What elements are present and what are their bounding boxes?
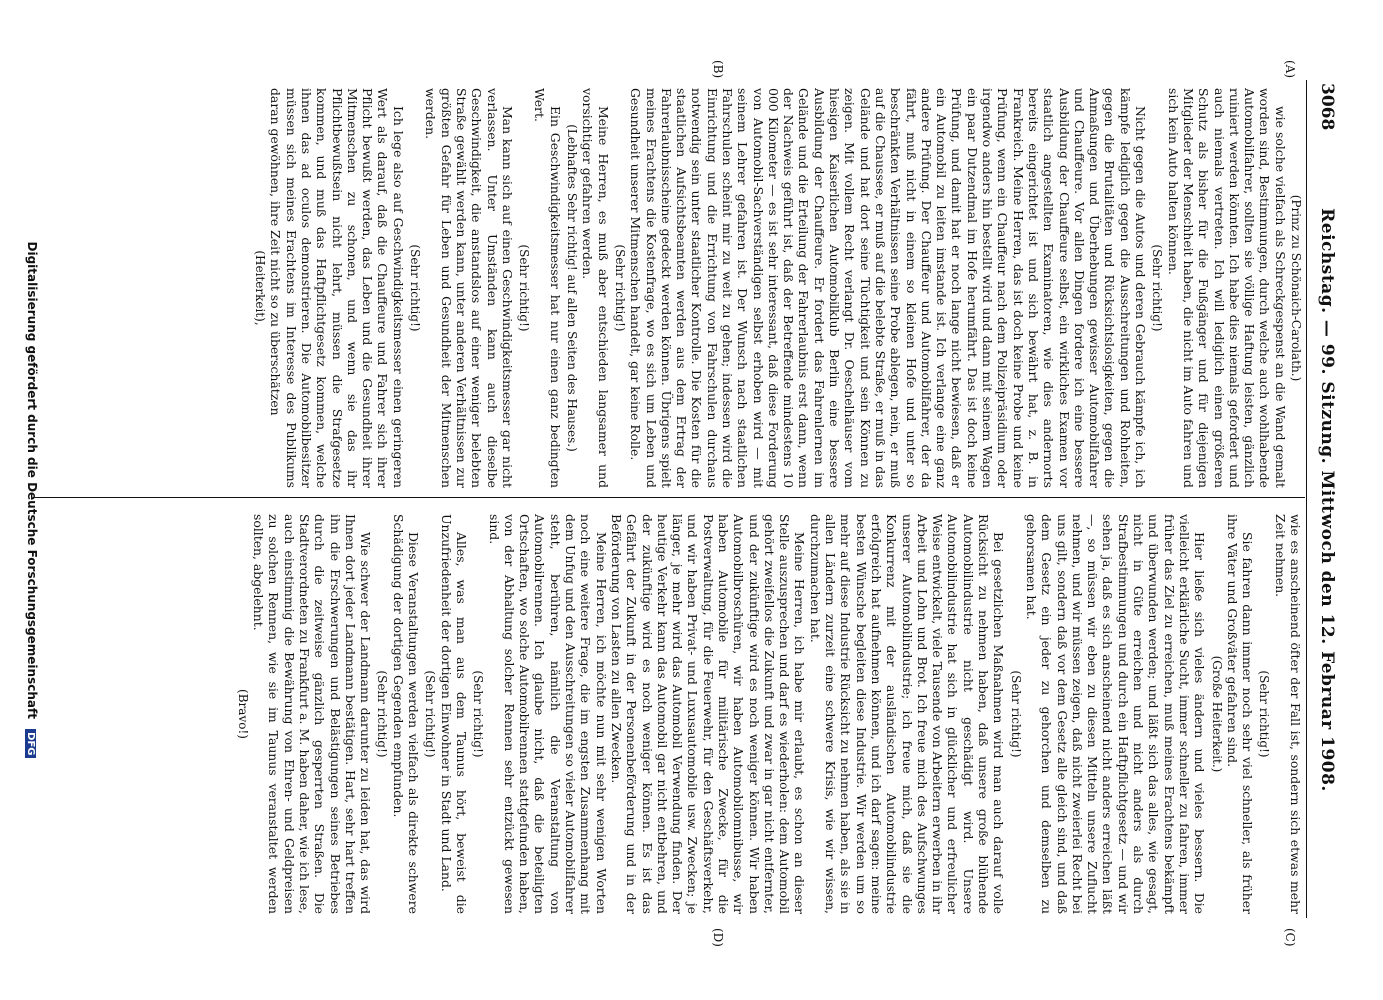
interjection: (Sehr richtig!) — [408, 244, 423, 332]
margin-letter-c: (C) — [1283, 928, 1297, 947]
margin-letter-a: (A) — [1283, 60, 1297, 79]
margin-letter-d: (D) — [711, 928, 725, 947]
paragraph: Alles, was man aus dem Taunus hört, beweist die Unzufriedenheit der dortigen Einwohner in Stadt und Land. — [438, 514, 469, 914]
paragraph: Meine Herren, es muß aber entschieden langsamer und vorsichtiger gefahren werden. — [580, 88, 611, 488]
page-title: Reichstag. — 99. Sitzung. Mittwoch den 12. Februar 1908. — [1317, 208, 1337, 792]
interjection: (Heiterkeit), — [253, 250, 268, 326]
digitization-credit — [25, 0, 39, 1000]
page-number: 3068 — [1317, 83, 1337, 131]
dfg-logo: DFG — [25, 729, 36, 758]
paragraph: Man kann sich auf einen Geschwindigkeitsmesser gar nicht verlassen. Unter Umständen kann auch dieselbe Geschwindigkeit, die anstandslos auf einer weniger belebten Straße gewählt werden kann, unter anderen Verhältnissen zur größten Gefahr für Leben und Gesundheit der Mitmenschen werden. — [423, 88, 515, 488]
interjection: (Sehr richtig!) — [423, 670, 438, 758]
speaker-name: (Prinz zu Schönaich-Carolath.) — [1289, 194, 1303, 382]
interjection: (Große Heiterkeit.) — [1209, 655, 1224, 773]
paragraph: Ich lege also auf Geschwindigkeitsmesser einen geringeren Wert als darauf, daß die Chauffeure und Fahrer sich ihrer Pflicht bewußt werden, das Leben und die Gesundheit ihrer Mitmenschen zu schonen, und wenn sie das ihr Pflichtbewußtsein nicht lehrt, müssen die Strafgesetze kommen, und muß das Haftpflichtgesetz kommen, welche ihnen das ad oculos demonstrieren. Die Automobilbesitzer müssen sich meines Erachtens im Interesse des Publikums daran gewöhnen, ihre Zeit nicht so zu überschätzen — [268, 88, 406, 488]
credit-text: Digitalisierung gefördert durch die Deutsche Forschungsgemeinschaft — [25, 241, 39, 719]
paragraph: Sie fahren dann immer noch sehr viel schneller, als früher ihre Väter und Großväter gefahren sind. — [1224, 514, 1256, 914]
interjection: (Sehr richtig!) — [517, 244, 532, 332]
paragraph: Meine Herren, ich möchte nun mit sehr wenigen Worten noch eine weitere Frage, die im engsten Zusammenhang mit dem Unfug und den Ausschreitungen so vieler Automobilfahrer steht, berühren, nämlich die Veranstaltung von Automobilrennen. Ich glaube nicht, daß die beteiligten Ortschaften, wo solche Automobilrennen stattgefunden haben, von der Abhaltung solcher Rennen sehr entzückt gewesen sind. — [486, 514, 609, 914]
interjection: (Sehr richtig!) — [471, 670, 486, 758]
interjection: (Sehr richtig!) — [1008, 670, 1023, 758]
interjection: (Sehr richtig!) — [1257, 670, 1272, 758]
interjection: (Sehr richtig!) — [1150, 244, 1165, 332]
left-column — [43, 88, 1303, 488]
paragraph: Meine Herren, ich habe mir erlaubt, es schon an dieser Stelle auszusprechen und darf es wiederholen: dem Automobil gehört zweifellos die Zukunft und zwar in gar nicht entfernter, und der zukünftige wird es noch weniger können. Wir haben Automobilbroschüren, wir haben Automobilomnibusse, wir haben Automobile für militärische Zwecke, für die Postverwaltung, für die Feuerwehr, für den Geschäftsverkehr, und wir haben Privat- und Luxusautomobile usw. Zwecken; je länger, je mehr wird das Automobil Verwendung finden. Der heutige Verkehr kann das Automobil gar nicht entbehren, und der zukünftige wird es noch weniger können. Es ist das Gefährt der Zukunft in der Personenbeförderung und in der Beförderung von Lasten zu allen Zwecken. — [608, 514, 808, 914]
paragraph: Diese Veranstaltungen werden vielfach als direkte schwere Schädigung der dortigen Gegenden empfunden. — [390, 514, 422, 914]
column-divider — [33, 497, 1305, 498]
paragraph: Nicht gegen die Autos und deren Gebrauch kämpfe ich, ich kämpfe lediglich gegen die Ausschreitungen und Rohheiten, gegen die Brutalitäten und Rücksichtslosigkeiten, gegen die Anmaßungen und Überhebungen gewisser Automobilfahrer und Chauffeure. Vor allen Dingen fordere ich eine bessere Ausbildung der Chauffeure selbst, ein wirkliches Examen vor staatlich angestellten Examinatoren, wie dies andernorts bereits eingerichtet ist und sich bewährt hat, z. B. in Frankreich. Meine Herren, das ist doch keine Probe und keine Prüfung, wenn ein Chauffeur nach dem Polizeipräsidium oder irgendwo anders hin bestellt wird und dann mit seinem Wagen ein paar Dutzendmal im Hofe herumfährt. Das ist doch keine Prüfung, und damit hat er noch lange nicht bewiesen, daß er ein Automobil zu leiten imstande ist. Ich verlange eine ganz andere Prüfung. Der Chauffeur und Automobilfahrer, der da fährt, muß nicht in einem so kleinen Hofe und unter so beschränkten Verhältnissen seine Probe ablegen, nein, er muß auf die Chaussee, er muß auf die belebte Straße, er muß in das Gelände und hat dort seine Tüchtigkeit und sein Können zu zeigen. Mit vollem Recht verlangt Dr. Oeschelhäuser vom hiesigen Kaiserlichen Automobilklub Berlin eine bessere Ausbildung der Chauffeure. Er fordert das Fahrenlernen im Gelände und die Erteilung der Fahrerlaubnis erst dann, wenn der Nachweis geführt ist, daß der Betreffende mindestens 10 000 Kilometer — es ist sehr interessant, daß diese Forderung von Automobil-Sachverständigen selbst erhoben wird — mit seinem Lehrer gefahren ist. Der Wunsch nach staatlichen Fahrschulen scheint mir zu weit zu gehen; indessen wird die Einrichtung und die Errichtung von Fahrschulen durchaus notwendig sein unter staatlicher Kontrolle. Die Kosten für die staatlichen Aufsichtsbeamten werden aus dem Ertrag der Fahrerlaubnisscheine gedeckt werden können. Übrigens spielt meines Erachtens die Kostenfrage, wo es sich um Leben und Gesundheit unserer Mitmenschen handelt, gar keine Rolle. — [628, 88, 1149, 488]
header-rule — [1306, 80, 1307, 918]
right-column — [43, 514, 1303, 914]
paragraph: Ein Geschwindigkeitsmesser hat nur einen ganz bedingten Wert. — [532, 88, 563, 488]
interjection: (Sehr richtig!) — [612, 244, 627, 332]
interjection: (Bravo!) — [235, 689, 250, 739]
paragraph: Wie schwer der Landmann darunter zu leiden hat, das wird Ihnen dort jeder Landmann bestätigen. Hart, sehr hart treffen ihn die Erschwerungen und Belästigungen seines Betriebes durch die zeitweise gänzlich gesperrten Straßen. Die Stadtverordneten zu Frankfurt a. M. haben daher, wie ich lese, auch einstimmig die Bewährung von Ehren- und Geldpreisen zu solchen Rennen, wie sie im Taunus veranstaltet werden sollten, abgelehnt. — [251, 514, 374, 914]
interjection: (Lebhaftes Sehr richtig! auf allen Seiten des Hauses.) — [565, 124, 580, 452]
margin-letter-b: (B) — [711, 60, 725, 79]
page-header — [1303, 0, 1343, 1000]
paragraph: wie es anscheinend öfter der Fall ist, sondern sich etwas mehr Zeit nehmen. — [1272, 514, 1303, 914]
interjection: (Sehr richtig!) — [375, 670, 390, 758]
paragraph: wie solche vielfach als Schreckgespenst an die Wand gemalt worden sind, Bestimmungen, durch welche auch wohlhabende Automobilfahrer, sollten sie völlige Haftung leisten, gänzlich ruiniert werden könnten. Ich habe dies niemals gefordert und auch niemals vertreten. Ich will lediglich einen größeren Schutz als bisher für die Fußgänger und für diejenigen Mitglieder der Menschheit haben, die nicht im Auto fahren und sich kein Auto halten können. — [1165, 88, 1288, 488]
paragraph: Bei gesetzlichen Maßnahmen wird man auch darauf volle Rücksicht zu nehmen haben, daß unsere große blühende Automobilindustrie nicht geschädigt wird. Unsere Automobilindustrie hat sich in glücklicher und erfreulicher Weise entwickelt, viele Tausende von Arbeitern erwerben in ihr Arbeit und Lohn und Brot. Ich freue mich des Aufschwunges unserer Automobilindustrie; ich freue mich, daß sie die Konkurrenz mit der ausländischen Automobilindustrie erfolgreich hat aufnehmen können, und ich darf sagen: meine besten Wünsche begleiten diese Industrie. Wir werden um so mehr auf diese Industrie Rücksicht zu nehmen haben, als sie in allen Ländern zurzeit eine schwere Krisis, wie wir wissen, durchzumachen hat. — [807, 514, 1007, 914]
paragraph: Hier ließe sich vieles ändern und vieles bessern. Die vielleicht erklärliche Sucht, immer schneller zu fahren, immer früher das Ziel zu erreichen, muß meines Erachtens bekämpft und überwunden werden; und läßt sich das alles, wie gesagt, nicht in Güte erreichen und nicht anders als durch Strafbestimmungen und durch ein Haftpflichtgesetz — und wir sehen ja, daß es sich anscheinend nicht anders erreichen läßt —, so müssen wir eben zu diesen Mitteln unsere Zuflucht nehmen, und wir müssen zeigen, daß nicht zweierlei Recht bei uns gilt, sondern daß vor dem Gesetz alle gleich sind, und daß dem Gesetz ein jeder zu gehorchen und demselben zu gehorsamen hat. — [1023, 514, 1208, 914]
